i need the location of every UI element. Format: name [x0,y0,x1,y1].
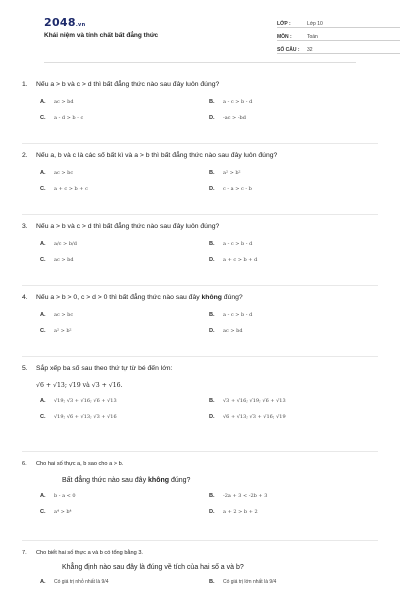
option-c[interactable]: C. √19; √6 + √13; √3 + √16 [40,414,117,420]
options [22,312,378,334]
question-7 [22,548,378,585]
options [22,170,378,192]
question-stem: 5. Sắp xếp ba số sau theo thứ tự từ bé đến lớn: [22,365,173,372]
option-b[interactable]: B. Có giá trị lớn nhất là 9/4 [209,579,277,585]
question-divider [22,540,378,541]
option-b[interactable]: B. a - c > b - d [209,241,253,247]
options [22,398,378,420]
options [22,579,378,585]
question-6 [22,459,378,515]
options [22,493,378,515]
option-d[interactable]: D. c - a > c - b [209,186,252,192]
question-stem: 4. Nếu a > b > 0, c > d > 0 thì bất đẳng thức nào sau đây không đúng? [22,294,243,301]
question-stem: 2. Nếu a, b và c là các số bất kì và a > b thì bất đẳng thức nào sau đây luôn đúng? [22,152,278,159]
option-a[interactable]: A. ac > bd [40,99,74,105]
option-a[interactable]: A. a/c > b/d [40,241,77,247]
option-b[interactable]: B. √3 + √16; √19; √6 + √13 [209,398,286,404]
worksheet-header [22,0,378,70]
option-d[interactable]: D. √6 + √13; √3 + √16; √19 [209,414,286,420]
option-a[interactable]: A. ac > bc [40,312,74,318]
option-d[interactable]: D. a + 2 > b + 2 [209,509,258,515]
site-logo[interactable]: 2048.vn [44,16,86,29]
option-d[interactable]: D. -ac > -bd [209,115,246,121]
option-b[interactable]: B. a - c > b - d [209,312,253,318]
question-stem: 3. Nếu a > b và c > d thì bất đẳng thức nào sau đây luôn đúng? [22,223,220,230]
option-c[interactable]: C. a⁴ > b⁴ [40,509,72,515]
option-c[interactable]: C. ac > bd [40,257,74,263]
question-stem: 6. Cho hai số thực a, b sao cho a > b. [22,461,124,467]
option-b[interactable]: B. -2a + 3 < -2b + 3 [209,493,268,499]
option-a[interactable]: A. Có giá trị nhỏ nhất là 9/4 [40,579,109,585]
question-divider [22,285,378,286]
option-a[interactable]: A. √19; √3 + √16; √6 + √13 [40,398,117,404]
header-divider [44,62,356,63]
meta-info [277,16,400,55]
question-divider [22,143,378,144]
question-4 [22,293,378,334]
options [22,241,378,263]
meta-class: LỚP : Lớp 10 [277,16,400,28]
question-2 [22,151,378,192]
question-divider [22,356,378,357]
option-d[interactable]: D. a + c > b + d [209,257,258,263]
math-expression: √6 + √13; √19 và √3 + √16. [36,382,123,389]
option-d[interactable]: D. ac > bd [209,328,243,334]
question-stem: 7. Cho biết hai số thực a và b có tổng bằng 3. [22,550,143,556]
option-b[interactable]: B. a - c > b - d [209,99,253,105]
question-subtext: Bất đẳng thức nào sau đây không đúng? [62,477,191,484]
option-c[interactable]: C. a + c > b + c [40,186,88,192]
options [22,99,378,121]
question-subtext: Khẳng định nào sau đây là đúng về tích của hai số a và b? [62,564,244,571]
option-b[interactable]: B. a² > b² [209,170,241,176]
question-5 [22,364,378,420]
question-3 [22,222,378,263]
question-divider [22,214,378,215]
meta-subject: MÔN : Toán [277,29,400,41]
option-c[interactable]: C. a² > b² [40,328,72,334]
meta-question-count: SỐ CÂU : 32 [277,42,400,54]
option-c[interactable]: C. a - d > b - c [40,115,84,121]
question-stem: 1. Nếu a > b và c > d thì bất đẳng thức nào sau đây luôn đúng? [22,81,220,88]
option-a[interactable]: A. b - a < 0 [40,493,76,499]
question-1 [22,80,378,121]
page-title: Khái niệm và tính chất bất đẳng thức [44,32,159,39]
option-a[interactable]: A. ac > bc [40,170,74,176]
question-divider [22,451,378,452]
